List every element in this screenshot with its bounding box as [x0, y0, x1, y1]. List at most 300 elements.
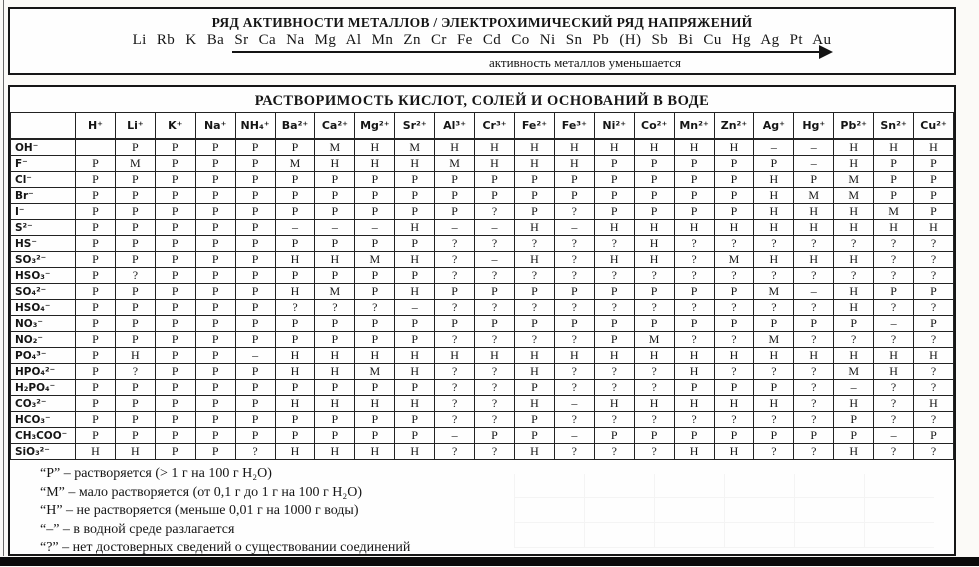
solubility-cell: Р	[714, 380, 754, 396]
solubility-cell: Н	[315, 348, 355, 364]
solubility-cell: Н	[435, 348, 475, 364]
solubility-cell: Р	[714, 172, 754, 188]
solubility-cell: ?	[514, 236, 554, 252]
solubility-cell: Р	[76, 300, 116, 316]
solubility-cell: Н	[395, 396, 435, 412]
solubility-cell: Р	[315, 268, 355, 284]
solubility-cell: Р	[714, 428, 754, 444]
solubility-cell: Р	[634, 316, 674, 332]
solubility-cell: Р	[395, 268, 435, 284]
solubility-cell: Н	[754, 252, 794, 268]
solubility-cell: ?	[475, 364, 515, 380]
solubility-cell: Н	[315, 396, 355, 412]
solubility-cell: ?	[475, 236, 515, 252]
solubility-cell: ?	[355, 300, 395, 316]
cation-header-row	[11, 113, 954, 140]
solubility-cell: Р	[475, 284, 515, 300]
solubility-cell: ?	[674, 412, 714, 428]
cation-header: Al³⁺	[435, 113, 475, 140]
solubility-cell: ?	[475, 268, 515, 284]
cation-header: Hg⁺	[794, 113, 834, 140]
solubility-cell: ?	[794, 380, 834, 396]
solubility-cell: Р	[674, 316, 714, 332]
solubility-cell: Р	[195, 380, 235, 396]
solubility-cell: Н	[874, 348, 914, 364]
legend-item-unknown: “?” – нет достоверных сведений о существовании соединений	[40, 540, 411, 556]
solubility-cell: Н	[754, 348, 794, 364]
solubility-cell	[76, 139, 116, 156]
solubility-cell: Н	[674, 444, 714, 460]
solubility-cell: Р	[355, 412, 395, 428]
solubility-cell: ?	[594, 412, 634, 428]
solubility-cell: Р	[76, 380, 116, 396]
solubility-cell: ?	[754, 364, 794, 380]
solubility-cell: Н	[834, 204, 874, 220]
solubility-cell: ?	[914, 236, 954, 252]
solubility-cell: Р	[235, 156, 275, 172]
solubility-cell: Р	[674, 204, 714, 220]
solubility-cell: Н	[554, 156, 594, 172]
table-row	[11, 204, 954, 220]
solubility-cell: Р	[155, 220, 195, 236]
solubility-cell: Р	[195, 316, 235, 332]
solubility-cell: ?	[435, 300, 475, 316]
solubility-cell: Н	[554, 139, 594, 156]
solubility-cell: –	[395, 300, 435, 316]
solubility-cell: Р	[714, 188, 754, 204]
anion-label: S²⁻	[11, 220, 76, 236]
solubility-cell: Р	[155, 396, 195, 412]
solubility-cell: Р	[76, 316, 116, 332]
anion-label: HCO₃⁻	[11, 412, 76, 428]
solubility-cell: ?	[435, 412, 475, 428]
solubility-cell: ?	[714, 364, 754, 380]
solubility-cell: Р	[315, 172, 355, 188]
solubility-cell: ?	[514, 300, 554, 316]
solubility-cell: ?	[754, 236, 794, 252]
solubility-cell: ?	[115, 268, 155, 284]
solubility-cell: ?	[874, 252, 914, 268]
solubility-cell: Р	[634, 156, 674, 172]
solubility-cell: ?	[834, 268, 874, 284]
solubility-cell: Р	[514, 316, 554, 332]
solubility-cell: ?	[874, 380, 914, 396]
solubility-cell: –	[315, 220, 355, 236]
solubility-cell: Р	[355, 428, 395, 444]
table-row	[11, 444, 954, 460]
solubility-cell: ?	[554, 252, 594, 268]
solubility-cell: Р	[235, 284, 275, 300]
solubility-cell: М	[355, 252, 395, 268]
solubility-cell: Р	[115, 428, 155, 444]
solubility-cell: Р	[554, 316, 594, 332]
solubility-cell: Н	[275, 252, 315, 268]
solubility-cell: ?	[554, 444, 594, 460]
solubility-cell: Н	[315, 444, 355, 460]
solubility-cell: ?	[794, 332, 834, 348]
solubility-cell: –	[355, 220, 395, 236]
solubility-cell: ?	[115, 364, 155, 380]
solubility-cell: ?	[475, 300, 515, 316]
solubility-cell: –	[475, 220, 515, 236]
cation-header: Co²⁺	[634, 113, 674, 140]
solubility-cell: Р	[235, 268, 275, 284]
anion-label: OH⁻	[11, 139, 76, 156]
solubility-cell: Р	[594, 316, 634, 332]
solubility-cell: Р	[355, 284, 395, 300]
solubility-cell: Н	[395, 252, 435, 268]
solubility-cell: Р	[275, 428, 315, 444]
cation-header: Pb²⁺	[834, 113, 874, 140]
solubility-cell: Р	[235, 428, 275, 444]
solubility-cell: Р	[395, 204, 435, 220]
solubility-cell: Р	[235, 380, 275, 396]
table-row	[11, 412, 954, 428]
table-row	[11, 316, 954, 332]
solubility-cell: Р	[395, 412, 435, 428]
solubility-cell: ?	[674, 252, 714, 268]
solubility-cell: Н	[674, 348, 714, 364]
solubility-cell: Р	[395, 332, 435, 348]
solubility-cell: ?	[714, 300, 754, 316]
solubility-cell: Н	[355, 444, 395, 460]
cation-header: Ag⁺	[754, 113, 794, 140]
solubility-cell: Р	[275, 204, 315, 220]
solubility-cell: ?	[235, 444, 275, 460]
legend-item-insoluble: “Н” – не растворяется (меньше 0,01 г на 1000 г воды)	[40, 503, 359, 519]
cation-header: Ca²⁺	[315, 113, 355, 140]
solubility-cell: Н	[514, 444, 554, 460]
cation-header: Zn²⁺	[714, 113, 754, 140]
cation-header: Mg²⁺	[355, 113, 395, 140]
solubility-cell: Н	[714, 220, 754, 236]
solubility-cell: Р	[115, 300, 155, 316]
solubility-cell: Р	[355, 380, 395, 396]
solubility-cell: Р	[76, 252, 116, 268]
activity-arrow-line	[232, 51, 820, 53]
solubility-cell: Н	[475, 156, 515, 172]
solubility-cell: ?	[554, 412, 594, 428]
solubility-cell: Р	[315, 204, 355, 220]
solubility-cell: Р	[514, 204, 554, 220]
solubility-cell: Р	[395, 188, 435, 204]
solubility-cell: Р	[794, 316, 834, 332]
solubility-cell: Р	[315, 412, 355, 428]
solubility-cell: М	[834, 188, 874, 204]
solubility-cell: Н	[355, 348, 395, 364]
anion-label: F⁻	[11, 156, 76, 172]
cation-header: Na⁺	[195, 113, 235, 140]
solubility-cell: Р	[235, 220, 275, 236]
anion-label: PO₄³⁻	[11, 348, 76, 364]
solubility-cell: Р	[195, 188, 235, 204]
solubility-cell: Н	[914, 139, 954, 156]
solubility-cell: Р	[634, 172, 674, 188]
solubility-cell: Р	[355, 236, 395, 252]
solubility-cell: Н	[395, 156, 435, 172]
scan-bottom-bar	[0, 557, 979, 566]
solubility-cell: ?	[914, 412, 954, 428]
table-row	[11, 236, 954, 252]
solubility-cell: Р	[475, 172, 515, 188]
solubility-cell: Н	[514, 156, 554, 172]
solubility-cell: Н	[914, 220, 954, 236]
solubility-cell: Н	[634, 252, 674, 268]
solubility-cell: Н	[475, 348, 515, 364]
anion-label: HSO₄⁻	[11, 300, 76, 316]
solubility-cell: Р	[355, 316, 395, 332]
anion-label: HPO₄²⁻	[11, 364, 76, 380]
solubility-cell: Н	[514, 252, 554, 268]
solubility-cell: Р	[714, 284, 754, 300]
solubility-cell: –	[874, 316, 914, 332]
solubility-cell: Р	[195, 139, 235, 156]
solubility-cell: ?	[475, 444, 515, 460]
solubility-cell: Р	[155, 156, 195, 172]
solubility-cell: Р	[395, 428, 435, 444]
solubility-cell: ?	[634, 380, 674, 396]
solubility-cell: Р	[315, 188, 355, 204]
solubility-cell: Н	[554, 348, 594, 364]
solubility-cell: Н	[395, 220, 435, 236]
solubility-cell: ?	[914, 364, 954, 380]
solubility-cell: Н	[674, 139, 714, 156]
solubility-cell: ?	[634, 444, 674, 460]
solubility-cell: Н	[355, 156, 395, 172]
solubility-cell: Н	[834, 444, 874, 460]
solubility-cell: Р	[115, 316, 155, 332]
solubility-cell: –	[235, 348, 275, 364]
solubility-cell: Р	[315, 380, 355, 396]
solubility-cell: Р	[195, 396, 235, 412]
solubility-cell: –	[475, 252, 515, 268]
solubility-cell: Н	[275, 364, 315, 380]
solubility-cell: Р	[76, 236, 116, 252]
solubility-cell: Р	[355, 332, 395, 348]
solubility-cell: ?	[435, 380, 475, 396]
solubility-cell: Р	[674, 172, 714, 188]
anion-label: NO₂⁻	[11, 332, 76, 348]
solubility-cell: Р	[514, 284, 554, 300]
solubility-cell: Р	[714, 316, 754, 332]
table-row	[11, 188, 954, 204]
solubility-cell: –	[834, 380, 874, 396]
solubility-cell: Р	[634, 188, 674, 204]
solubility-cell: Н	[834, 348, 874, 364]
table-row	[11, 252, 954, 268]
solubility-cell: Н	[794, 204, 834, 220]
solubility-cell: Р	[594, 188, 634, 204]
solubility-cell: Р	[834, 412, 874, 428]
anion-label: SO₃²⁻	[11, 252, 76, 268]
solubility-cell: Н	[594, 252, 634, 268]
solubility-cell: Р	[914, 204, 954, 220]
anion-label: SiO₃²⁻	[11, 444, 76, 460]
solubility-cell: Н	[794, 348, 834, 364]
solubility-cell: ?	[794, 412, 834, 428]
solubility-cell: Р	[155, 284, 195, 300]
solubility-cell: Р	[76, 284, 116, 300]
solubility-cell: Р	[914, 156, 954, 172]
solubility-cell: ?	[315, 300, 355, 316]
solubility-cell: Н	[275, 348, 315, 364]
solubility-cell: Н	[834, 156, 874, 172]
solubility-cell: Н	[315, 156, 355, 172]
solubility-cell: Р	[794, 428, 834, 444]
solubility-cell: –	[554, 428, 594, 444]
solubility-cell: Р	[275, 188, 315, 204]
solubility-cell: Р	[235, 188, 275, 204]
solubility-cell: Р	[794, 172, 834, 188]
cation-header: Sr²⁺	[395, 113, 435, 140]
solubility-cell: Р	[674, 284, 714, 300]
solubility-cell: Р	[754, 380, 794, 396]
solubility-cell: Р	[874, 284, 914, 300]
solubility-cell: Н	[594, 348, 634, 364]
solubility-cell: Р	[275, 236, 315, 252]
solubility-cell: –	[754, 139, 794, 156]
solubility-cell: Р	[235, 316, 275, 332]
solubility-cell: Р	[195, 220, 235, 236]
table-row	[11, 428, 954, 444]
solubility-cell: Р	[235, 364, 275, 380]
solubility-cell: Н	[435, 139, 475, 156]
solubility-cell: Н	[754, 204, 794, 220]
solubility-cell: ?	[794, 444, 834, 460]
solubility-cell: Р	[115, 284, 155, 300]
solubility-cell: Р	[554, 172, 594, 188]
solubility-cell: Р	[115, 412, 155, 428]
solubility-cell: Р	[76, 188, 116, 204]
solubility-cell: Н	[115, 444, 155, 460]
solubility-cell: ?	[674, 300, 714, 316]
solubility-cell: Н	[754, 188, 794, 204]
solubility-cell: ?	[914, 252, 954, 268]
solubility-cell: М	[754, 284, 794, 300]
solubility-cell: М	[874, 204, 914, 220]
solubility-cell: Р	[674, 380, 714, 396]
cation-header: Ba²⁺	[275, 113, 315, 140]
solubility-cell: Н	[674, 220, 714, 236]
solubility-cell: Н	[355, 396, 395, 412]
solubility-cell: Р	[395, 172, 435, 188]
solubility-cell: Р	[315, 236, 355, 252]
solubility-cell: Н	[714, 396, 754, 412]
anion-label: HSO₃⁻	[11, 268, 76, 284]
solubility-cell: Р	[76, 412, 116, 428]
solubility-cell: М	[754, 332, 794, 348]
solubility-cell: Р	[155, 204, 195, 220]
solubility-cell: Н	[834, 220, 874, 236]
solubility-cell: Н	[834, 396, 874, 412]
solubility-cell: Р	[754, 428, 794, 444]
solubility-cell: Н	[275, 396, 315, 412]
solubility-cell: Р	[475, 316, 515, 332]
solubility-cell: Р	[315, 316, 355, 332]
solubility-cell: Р	[155, 268, 195, 284]
solubility-cell: М	[714, 252, 754, 268]
solubility-cell: Р	[235, 300, 275, 316]
solubility-cell: Р	[275, 332, 315, 348]
solubility-cell: ?	[634, 364, 674, 380]
cation-header: Cr³⁺	[475, 113, 515, 140]
solubility-cell: Н	[594, 139, 634, 156]
solubility-cell: Р	[235, 412, 275, 428]
solubility-cell: Р	[554, 188, 594, 204]
solubility-cell: Р	[594, 332, 634, 348]
anion-label: HS⁻	[11, 236, 76, 252]
solubility-cell: –	[874, 428, 914, 444]
solubility-cell: Р	[235, 172, 275, 188]
solubility-cell: Р	[914, 284, 954, 300]
metals-series-text: Li Rb K Ba Sr Ca Na Mg Al Mn Zn Cr Fe Cd Co Ni Sn Pb (H) Sb Bi Cu Hg Ag Pt Au	[132, 32, 832, 48]
solubility-cell: Р	[514, 188, 554, 204]
solubility-cell: ?	[834, 236, 874, 252]
solubility-cell: Н	[514, 396, 554, 412]
solubility-cell: Н	[514, 364, 554, 380]
table-row	[11, 139, 954, 156]
solubility-cell: Н	[275, 284, 315, 300]
solubility-cell: Р	[235, 204, 275, 220]
solubility-cell: Н	[674, 396, 714, 412]
solubility-cell: Р	[275, 380, 315, 396]
solubility-cell: Н	[834, 284, 874, 300]
solubility-cell: Р	[594, 204, 634, 220]
solubility-cell: Р	[76, 268, 116, 284]
solubility-cell: Р	[714, 204, 754, 220]
solubility-cell: Р	[76, 396, 116, 412]
solubility-cell: Р	[195, 348, 235, 364]
solubility-cell: Р	[275, 172, 315, 188]
cation-header: Cu²⁺	[914, 113, 954, 140]
solubility-cell: ?	[435, 332, 475, 348]
solubility-cell: Р	[475, 428, 515, 444]
solubility-cell: Р	[594, 156, 634, 172]
solubility-cell: ?	[554, 364, 594, 380]
activity-series-caption: активность металлов уменьшается	[488, 55, 682, 70]
solubility-cell: Р	[155, 139, 195, 156]
solubility-cell: ?	[514, 332, 554, 348]
solubility-cell: Р	[594, 172, 634, 188]
solubility-cell: Р	[914, 316, 954, 332]
solubility-cell: ?	[275, 300, 315, 316]
solubility-cell: ?	[435, 268, 475, 284]
solubility-cell: Н	[714, 348, 754, 364]
solubility-cell: –	[794, 284, 834, 300]
solubility-cell: Р	[315, 332, 355, 348]
solubility-cell: ?	[914, 300, 954, 316]
solubility-cell: Н	[76, 444, 116, 460]
solubility-cell: Р	[115, 332, 155, 348]
solubility-cell: Р	[195, 252, 235, 268]
solubility-cell: Н	[914, 348, 954, 364]
table-row	[11, 268, 954, 284]
solubility-cell: М	[834, 172, 874, 188]
solubility-cell: Р	[195, 236, 235, 252]
solubility-cell: ?	[594, 236, 634, 252]
solubility-cell: ?	[475, 380, 515, 396]
solubility-cell: М	[794, 188, 834, 204]
solubility-cell: Р	[76, 348, 116, 364]
solubility-cell: ?	[554, 204, 594, 220]
activity-series-title: РЯД АКТИВНОСТИ МЕТАЛЛОВ / ЭЛЕКТРОХИМИЧЕСКИЙ РЯД НАПРЯЖЕНИЙ	[211, 15, 753, 30]
solubility-cell: Р	[195, 300, 235, 316]
legend-item-soluble: “Р” – растворяется (> 1 г на 100 г H₂O)	[40, 466, 272, 481]
solubility-cell: Р	[76, 332, 116, 348]
solubility-cell: ?	[435, 252, 475, 268]
solubility-cell: ?	[674, 236, 714, 252]
solubility-cell: ?	[634, 412, 674, 428]
